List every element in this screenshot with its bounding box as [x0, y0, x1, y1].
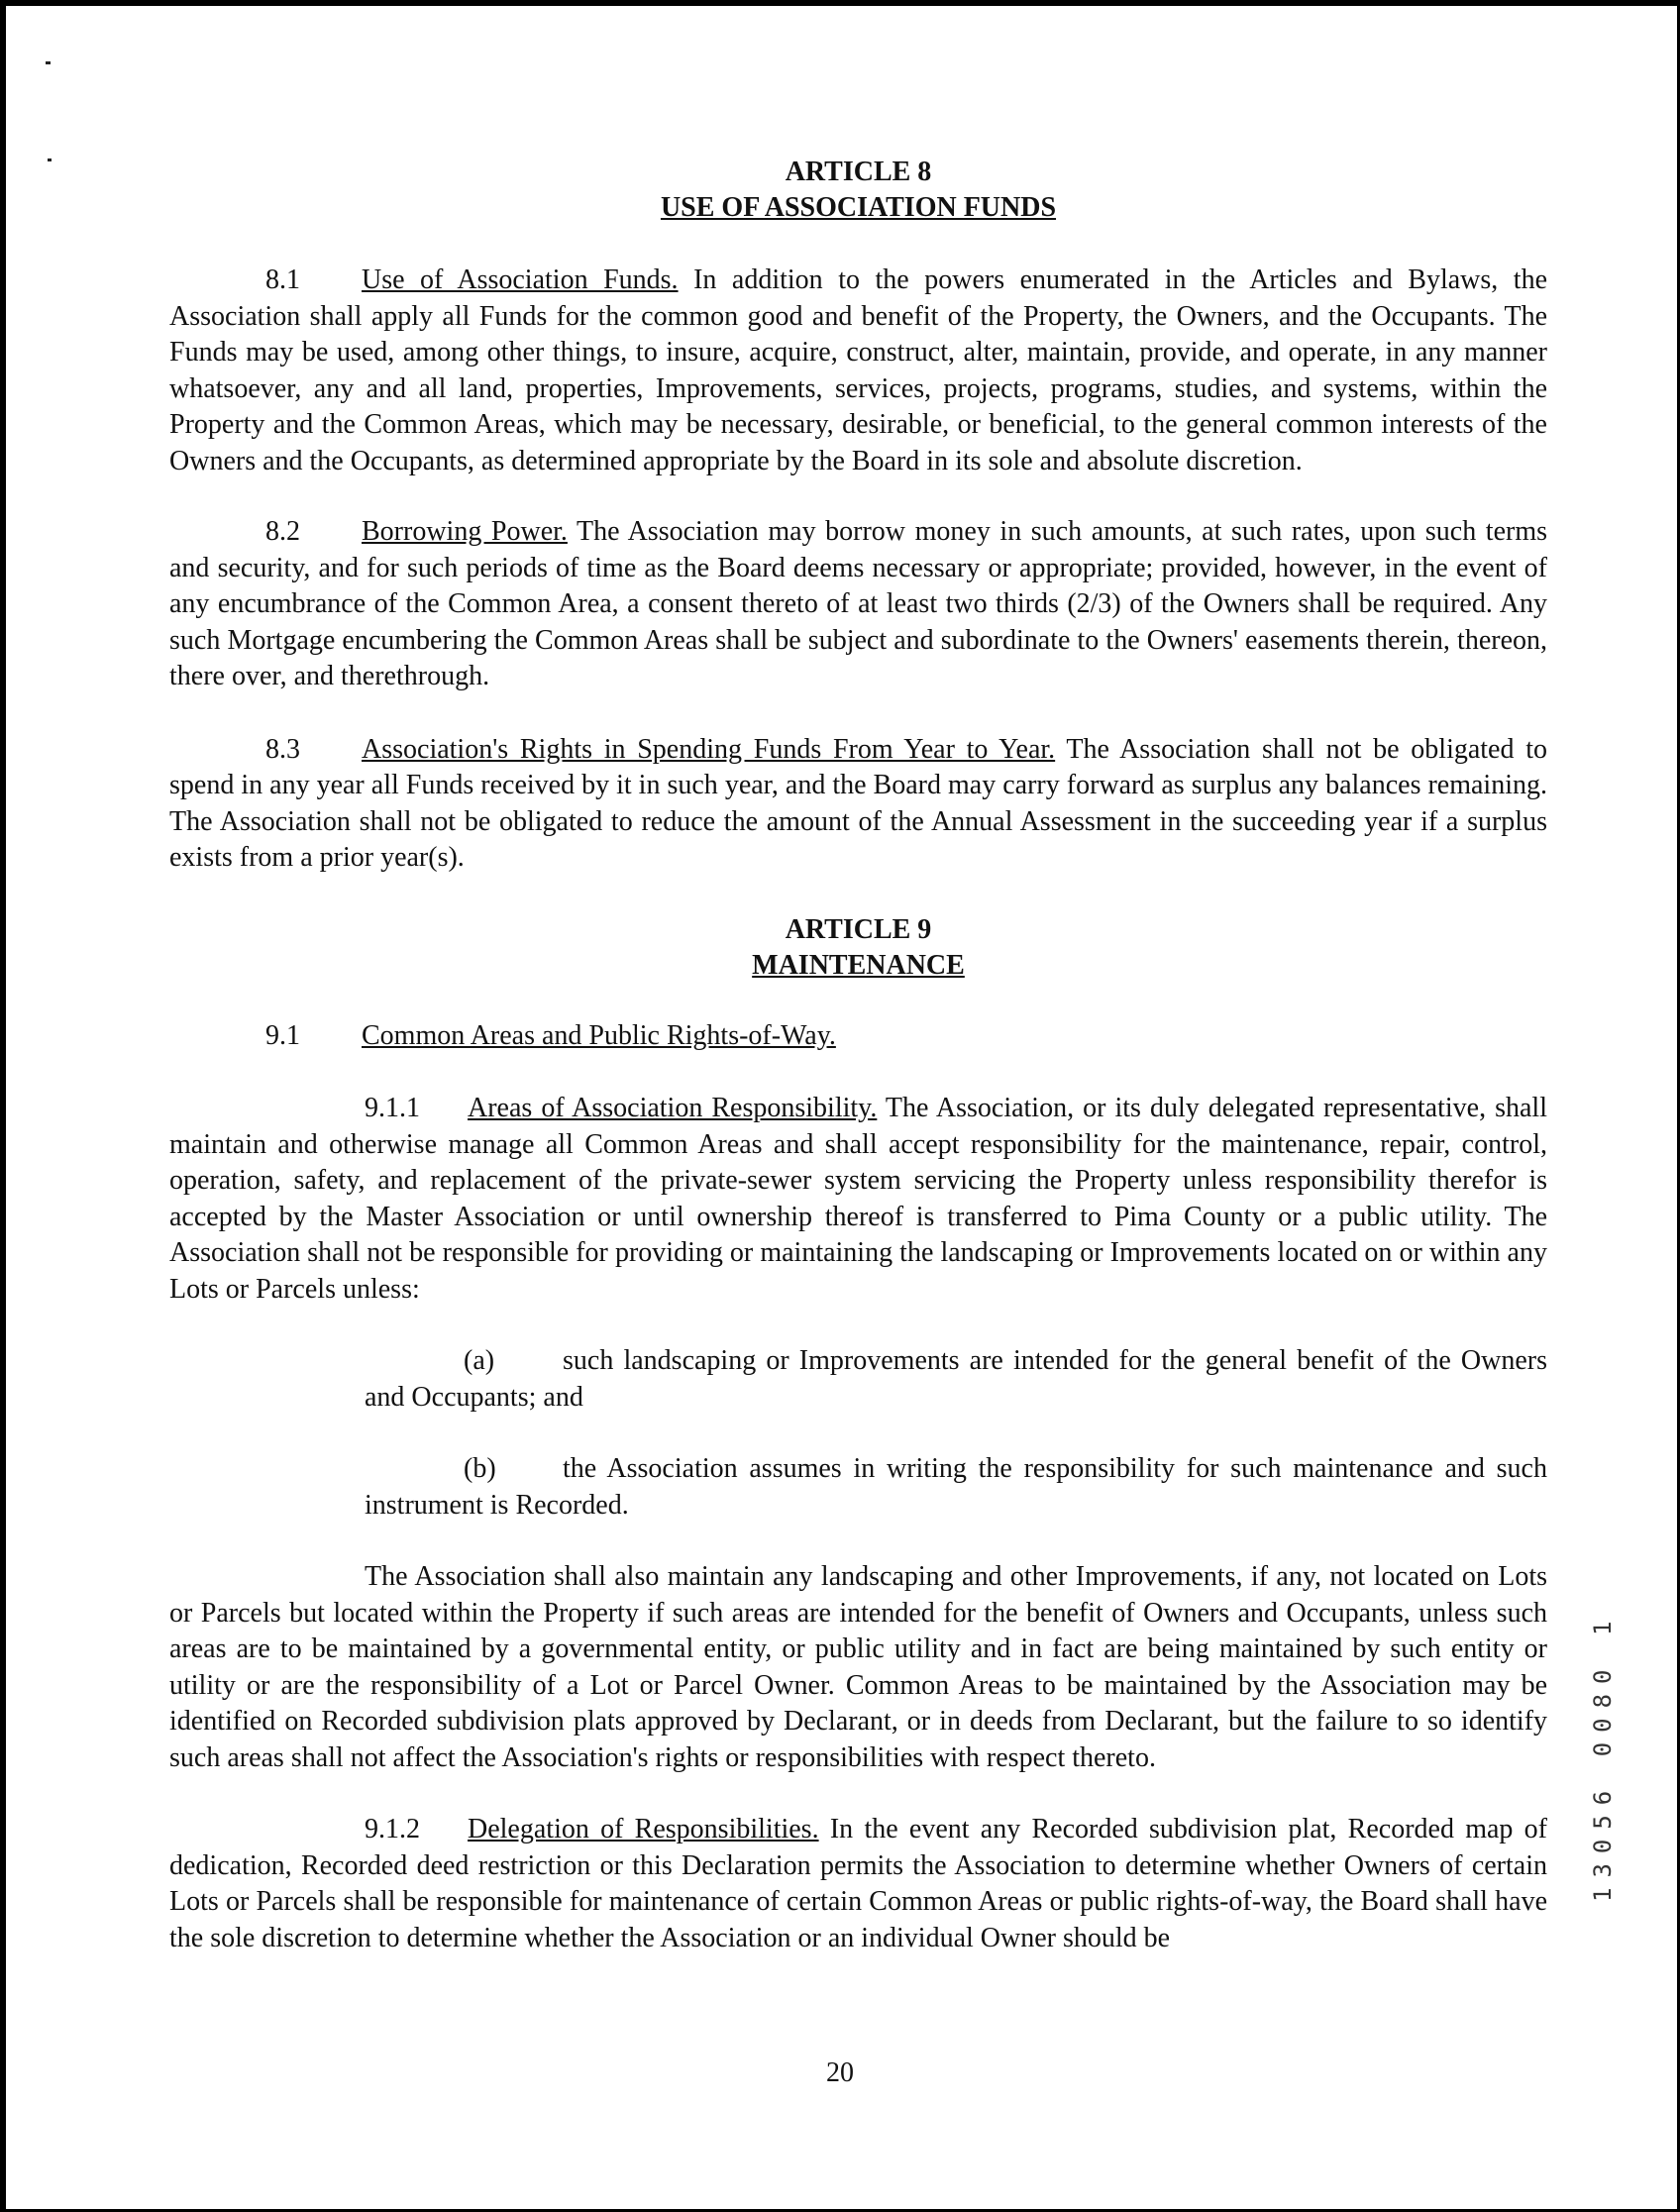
section-heading: Delegation of Responsibilities. [468, 1814, 819, 1844]
scan-speck [48, 158, 52, 161]
section-number: 8.1 [265, 264, 300, 295]
section-heading: Borrowing Power. [362, 516, 568, 547]
list-item-label: (a) [464, 1345, 495, 1376]
section-text: The Association may borrow money in such amounts, at such rates, upon such terms and security, and for such periods of time as the Board deems necessary or appropriate; provided, however, in the event of any encumbrance of the Common Area, a consent thereto of at least two thirds (2/3) of the Owners shall be required. Any such Mortgage encumbering the Common Areas shall be subject and subordinate to the Owners' easements therein, thereon, there over, and therethrough. [169, 516, 1548, 691]
list-item-text: the Association assumes in writing the responsibility for such maintenance and such instrument is Recorded. [365, 1453, 1547, 1521]
article-9-heading [169, 912, 1547, 984]
section-heading: Association's Rights in Spending Funds From Year to Year. [362, 733, 1056, 765]
list-item-text: such landscaping or Improvements are intended for the general benefit of the Owners and Occupants; and [365, 1345, 1547, 1413]
section-number: 9.1.2 [365, 1814, 420, 1844]
list-item-b [365, 1451, 1547, 1524]
scan-speck [46, 61, 51, 64]
section-8-2 [169, 514, 1547, 695]
section-heading: Use of Association Funds. [362, 264, 679, 295]
article-9-title: ARTICLE 9 [785, 913, 932, 945]
section-number: 8.3 [265, 733, 300, 765]
also-maintain-paragraph: The Association shall also maintain any landscaping and other Improvements, if any, not located on Lots or Parcels but located within the Property if such areas are intended for the benefit of Owners and Occupants, unless such areas are to be maintained by a governmental entity, or public utility and in fact are being maintained by such entity or utility or are the responsibility of a Lot or Parcel Owner. Common Areas to be maintained by the Association may be identified on Recorded subdivision plats approved by Declarant, or in deeds from Declarant, but the failure to so identify such areas shall not affect the Association's rights or responsibilities with respect thereto. [169, 1561, 1547, 1773]
section-number: 9.1.1 [365, 1093, 420, 1123]
list-item-a [365, 1343, 1547, 1416]
section-text: In the event any Recorded subdivision plat, Recorded map of dedication, Recorded deed restriction or this Declaration permits the Association to determine whether Owners of certain Lots or Parcels shall be responsible for maintenance of certain Common Areas or public rights-of-way, the Board shall have the sole discretion to determine whether the Association or an individual Owner should be [169, 1814, 1548, 1953]
article-8-title: ARTICLE 8 [785, 157, 932, 187]
article-8-heading [169, 155, 1547, 226]
margin-stamp-text: 13056 0080 1 [1589, 1611, 1617, 1902]
section-9-1-2 [169, 1812, 1547, 1956]
section-heading: Common Areas and Public Rights-of-Way. [362, 1019, 836, 1051]
section-number: 9.1 [265, 1019, 300, 1051]
section-number: 8.2 [265, 516, 300, 547]
page-number: 20 [826, 2057, 854, 2088]
section-text: In addition to the powers enumerated in the Articles and Bylaws, the Association shall apply all Funds for the common good and benefit of the Property, the Owners, and the Occupants. The Funds may be used, among other things, to insure, acquire, construct, alter, maintain, provide, and operate, in any manner whatsoever, any and all land, properties, Improvements, services, projects, programs, studies, and systems, within the Property and the Common Areas, which may be necessary, desirable, or beneficial, to the general common interests of the Owners and the Occupants, as determined appropriate by the Board in its sole and absolute discretion. [169, 264, 1548, 476]
article-9-subtitle: MAINTENANCE [752, 949, 965, 981]
section-heading: Areas of Association Responsibility. [468, 1093, 878, 1123]
document-body [169, 155, 1547, 1956]
section-9-1-1 [169, 1091, 1547, 1308]
section-text: The Association, or its duly delegated representative, shall maintain and otherwise manage all Common Areas and shall accept responsibility for the maintenance, repair, control, operation, safety, and replacement of the private-sewer system servicing the Property unless responsibility therefor is accepted by the Master Association or until ownership thereof is transferred to Pima County or a public utility. The Association shall not be responsible for providing or maintaining the landscaping or Improvements located on or within any Lots or Parcels unless: [169, 1093, 1547, 1305]
section-8-1 [169, 263, 1547, 479]
article-8-subtitle: USE OF ASSOCIATION FUNDS [660, 192, 1057, 223]
list-item-label: (b) [464, 1453, 496, 1484]
section-9-1 [169, 1018, 1547, 1055]
margin-recording-stamp [1589, 1565, 1619, 1902]
section-8-3 [169, 732, 1547, 877]
section-text: The Association shall not be obligated to spend in any year all Funds received by it in such year, and the Board may carry forward as surplus any balances remaining. The Association shall not be obligated to reduce the amount of the Annual Assessment in the succeeding year if a surplus exists from a prior year(s). [169, 733, 1547, 873]
